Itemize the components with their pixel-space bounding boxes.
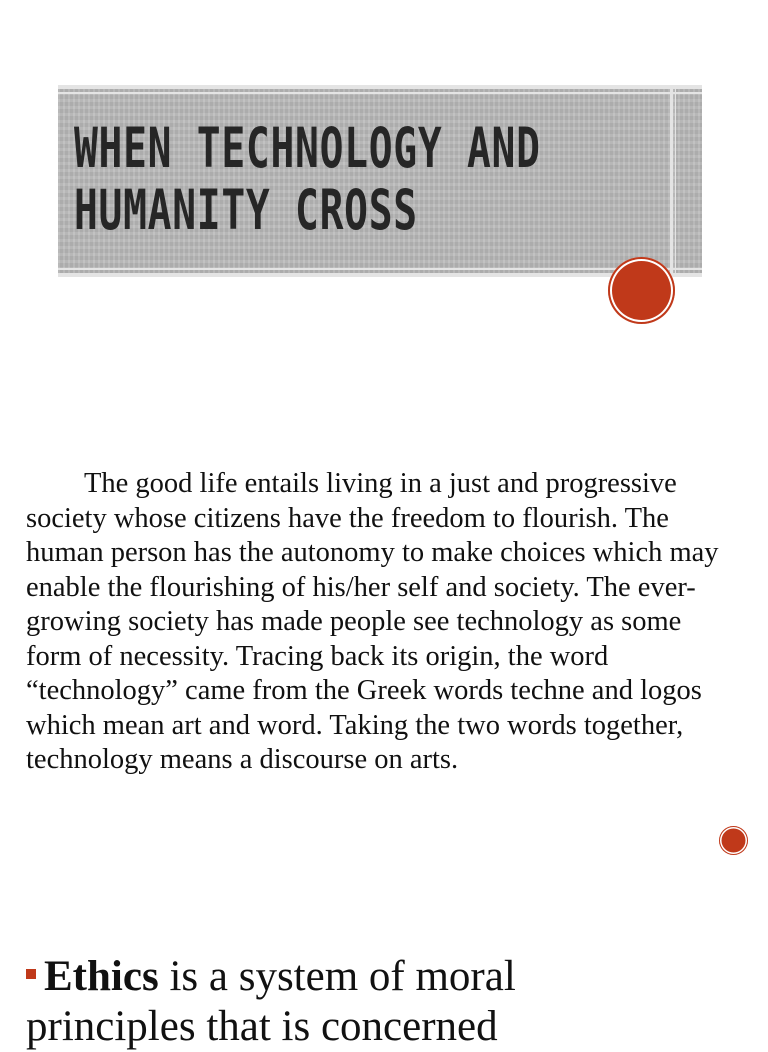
bullet-text-line1: is a system of moral [158, 953, 516, 1000]
body-paragraph: The good life entails living in a just and progressive society whose citizens have the freedom to flourish. The human person has the autonomy to make choices which may enable the flourishing of his/her self and society. The ever-growing society has made people see technology as some form of necessity. Tracing back its origin, the word “technology” came from the Greek words techne and logos which mean art and word. Taking the two words together, technology means a discourse on arts. [26, 468, 719, 775]
banner-top-rule-thin [58, 92, 702, 94]
bullet-item [26, 952, 768, 1050]
banner-top-rule [58, 85, 702, 89]
slide-title-line2: HUMANITY CROSS [74, 178, 418, 242]
banner-vertical-rule [670, 85, 673, 277]
bullet-text-line2: principles that is concerned [26, 1003, 498, 1050]
banner-bottom-rule-thin [58, 268, 702, 270]
bullet-square-icon [26, 969, 36, 979]
decorative-circle-icon [608, 257, 675, 324]
slide-title [74, 117, 664, 241]
body-paragraph-block [26, 467, 736, 778]
banner-vertical-rule-thin [675, 85, 676, 277]
bullet-term: Ethics [44, 953, 159, 1000]
decorative-circle-small-icon [719, 826, 748, 855]
title-banner [58, 85, 702, 277]
banner-bottom-rule [58, 273, 702, 277]
slide-title-line1: WHEN TECHNOLOGY AND [74, 116, 541, 180]
